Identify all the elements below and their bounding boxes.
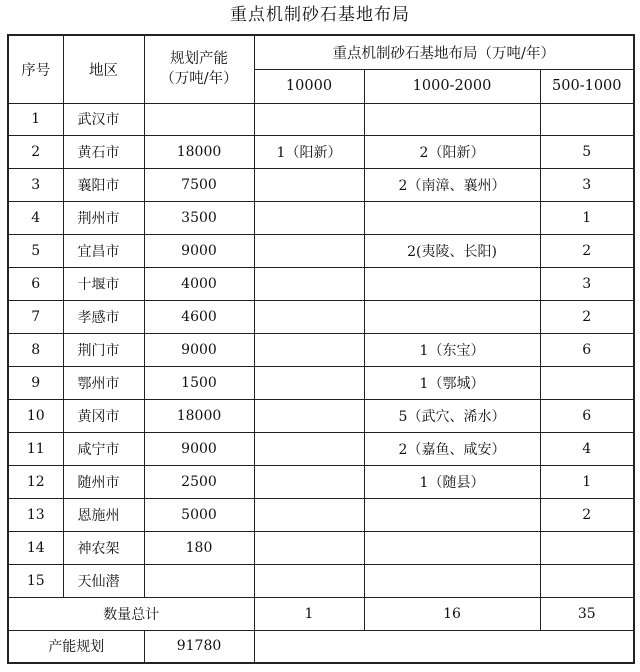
cell-500-1000: 3 [540,169,634,202]
cell-10000 [254,169,364,202]
cell-seq: 1 [8,103,63,136]
cell-seq: 13 [8,498,63,531]
cell-capacity: 7500 [144,169,254,202]
cell-10000: 1（阳新） [254,136,364,169]
table-row [8,465,634,498]
cell-1000-2000 [364,498,540,531]
table-row [8,202,634,235]
cell-1000-2000: 5（武穴、浠水） [364,399,540,432]
header-col-10000: 10000 [254,69,364,103]
cell-region: 武汉市 [63,103,144,136]
cell-capacity: 4000 [144,268,254,301]
cell-seq: 12 [8,465,63,498]
cell-1000-2000: 1（鄂城） [364,367,540,400]
cell-500-1000: 5 [540,136,634,169]
cell-region: 随州市 [63,465,144,498]
cell-500-1000: 2 [540,301,634,334]
header-region: 地区 [63,35,144,103]
cell-500-1000 [540,531,634,564]
header-seq: 序号 [8,35,63,103]
table-row [8,268,634,301]
cell-capacity: 2500 [144,465,254,498]
cell-capacity: 9000 [144,432,254,465]
cell-capacity: 4600 [144,301,254,334]
header-capacity-line1: 规划产能 [170,51,228,68]
table-title: 重点机制砂石基地布局 [230,5,410,25]
cell-10000 [254,268,364,301]
cell-1000-2000 [364,103,540,136]
cell-1000-2000: 2（嘉鱼、咸安） [364,432,540,465]
plan-empty [254,630,634,663]
cell-seq: 4 [8,202,63,235]
cell-1000-2000 [364,531,540,564]
total-1000-2000: 16 [364,597,540,630]
cell-500-1000: 2 [540,235,634,268]
cell-500-1000: 1 [540,202,634,235]
cell-region: 荆州市 [63,202,144,235]
total-label: 数量总计 [8,597,254,630]
cell-seq: 5 [8,235,63,268]
cell-capacity [144,564,254,597]
table-row [8,169,634,202]
plan-label: 产能规划 [8,630,144,663]
cell-seq: 15 [8,564,63,597]
table-row [8,301,634,334]
cell-capacity: 180 [144,531,254,564]
total-10000: 1 [254,597,364,630]
cell-region: 孝感市 [63,301,144,334]
cell-capacity: 3500 [144,202,254,235]
cell-seq: 7 [8,301,63,334]
cell-seq: 3 [8,169,63,202]
cell-region: 鄂州市 [63,367,144,400]
cell-capacity: 9000 [144,334,254,367]
table-row [8,103,634,136]
cell-1000-2000: 1（随县） [364,465,540,498]
total-500-1000: 35 [540,597,634,630]
cell-capacity [144,103,254,136]
cell-region: 天仙潜 [63,564,144,597]
cell-region: 黄石市 [63,136,144,169]
header-layout: 重点机制砂石基地布局（万吨/年） [254,35,634,69]
cell-10000 [254,301,364,334]
table-row [8,564,634,597]
table-row [8,531,634,564]
cell-10000 [254,103,364,136]
cell-10000 [254,399,364,432]
plan-capacity: 91780 [144,630,254,663]
table-row [8,498,634,531]
cell-capacity: 9000 [144,235,254,268]
cell-region: 恩施州 [63,498,144,531]
table-row [8,432,634,465]
table-row [8,235,634,268]
cell-capacity: 18000 [144,136,254,169]
cell-500-1000: 6 [540,399,634,432]
cell-seq: 14 [8,531,63,564]
cell-500-1000 [540,103,634,136]
cell-seq: 11 [8,432,63,465]
cell-10000 [254,367,364,400]
cell-seq: 6 [8,268,63,301]
cell-capacity: 18000 [144,399,254,432]
cell-500-1000: 2 [540,498,634,531]
cell-capacity: 1500 [144,367,254,400]
cell-seq: 8 [8,334,63,367]
cell-10000 [254,202,364,235]
cell-1000-2000: 2（南漳、襄州） [364,169,540,202]
cell-region: 黄冈市 [63,399,144,432]
cell-seq: 10 [8,399,63,432]
cell-500-1000 [540,367,634,400]
header-capacity [144,35,254,103]
cell-1000-2000 [364,268,540,301]
cell-10000 [254,531,364,564]
cell-10000 [254,432,364,465]
cell-500-1000: 4 [540,432,634,465]
cell-region: 神农架 [63,531,144,564]
cell-region: 宜昌市 [63,235,144,268]
cell-500-1000: 1 [540,465,634,498]
cell-1000-2000: 2（阳新） [364,136,540,169]
table-row [8,399,634,432]
cell-seq: 9 [8,367,63,400]
cell-1000-2000 [364,564,540,597]
cell-500-1000: 6 [540,334,634,367]
cell-10000 [254,564,364,597]
cell-seq: 2 [8,136,63,169]
cell-1000-2000: 2(夷陵、长阳) [364,235,540,268]
table-row [8,334,634,367]
header-col-1000-2000: 1000-2000 [364,69,540,103]
header-capacity-line2: （万吨/年） [160,71,238,88]
total-row [8,597,634,630]
table-row [8,367,634,400]
sand-base-layout-table [7,34,635,664]
cell-10000 [254,465,364,498]
cell-region: 十堰市 [63,268,144,301]
cell-10000 [254,498,364,531]
plan-row [8,630,634,663]
cell-capacity: 5000 [144,498,254,531]
cell-500-1000: 3 [540,268,634,301]
cell-500-1000 [540,564,634,597]
cell-region: 咸宁市 [63,432,144,465]
cell-1000-2000 [364,202,540,235]
cell-region: 荆门市 [63,334,144,367]
cell-1000-2000 [364,301,540,334]
cell-10000 [254,235,364,268]
table-row [8,136,634,169]
cell-region: 襄阳市 [63,169,144,202]
cell-10000 [254,334,364,367]
cell-1000-2000: 1（东宝） [364,334,540,367]
header-col-500-1000: 500-1000 [540,69,634,103]
